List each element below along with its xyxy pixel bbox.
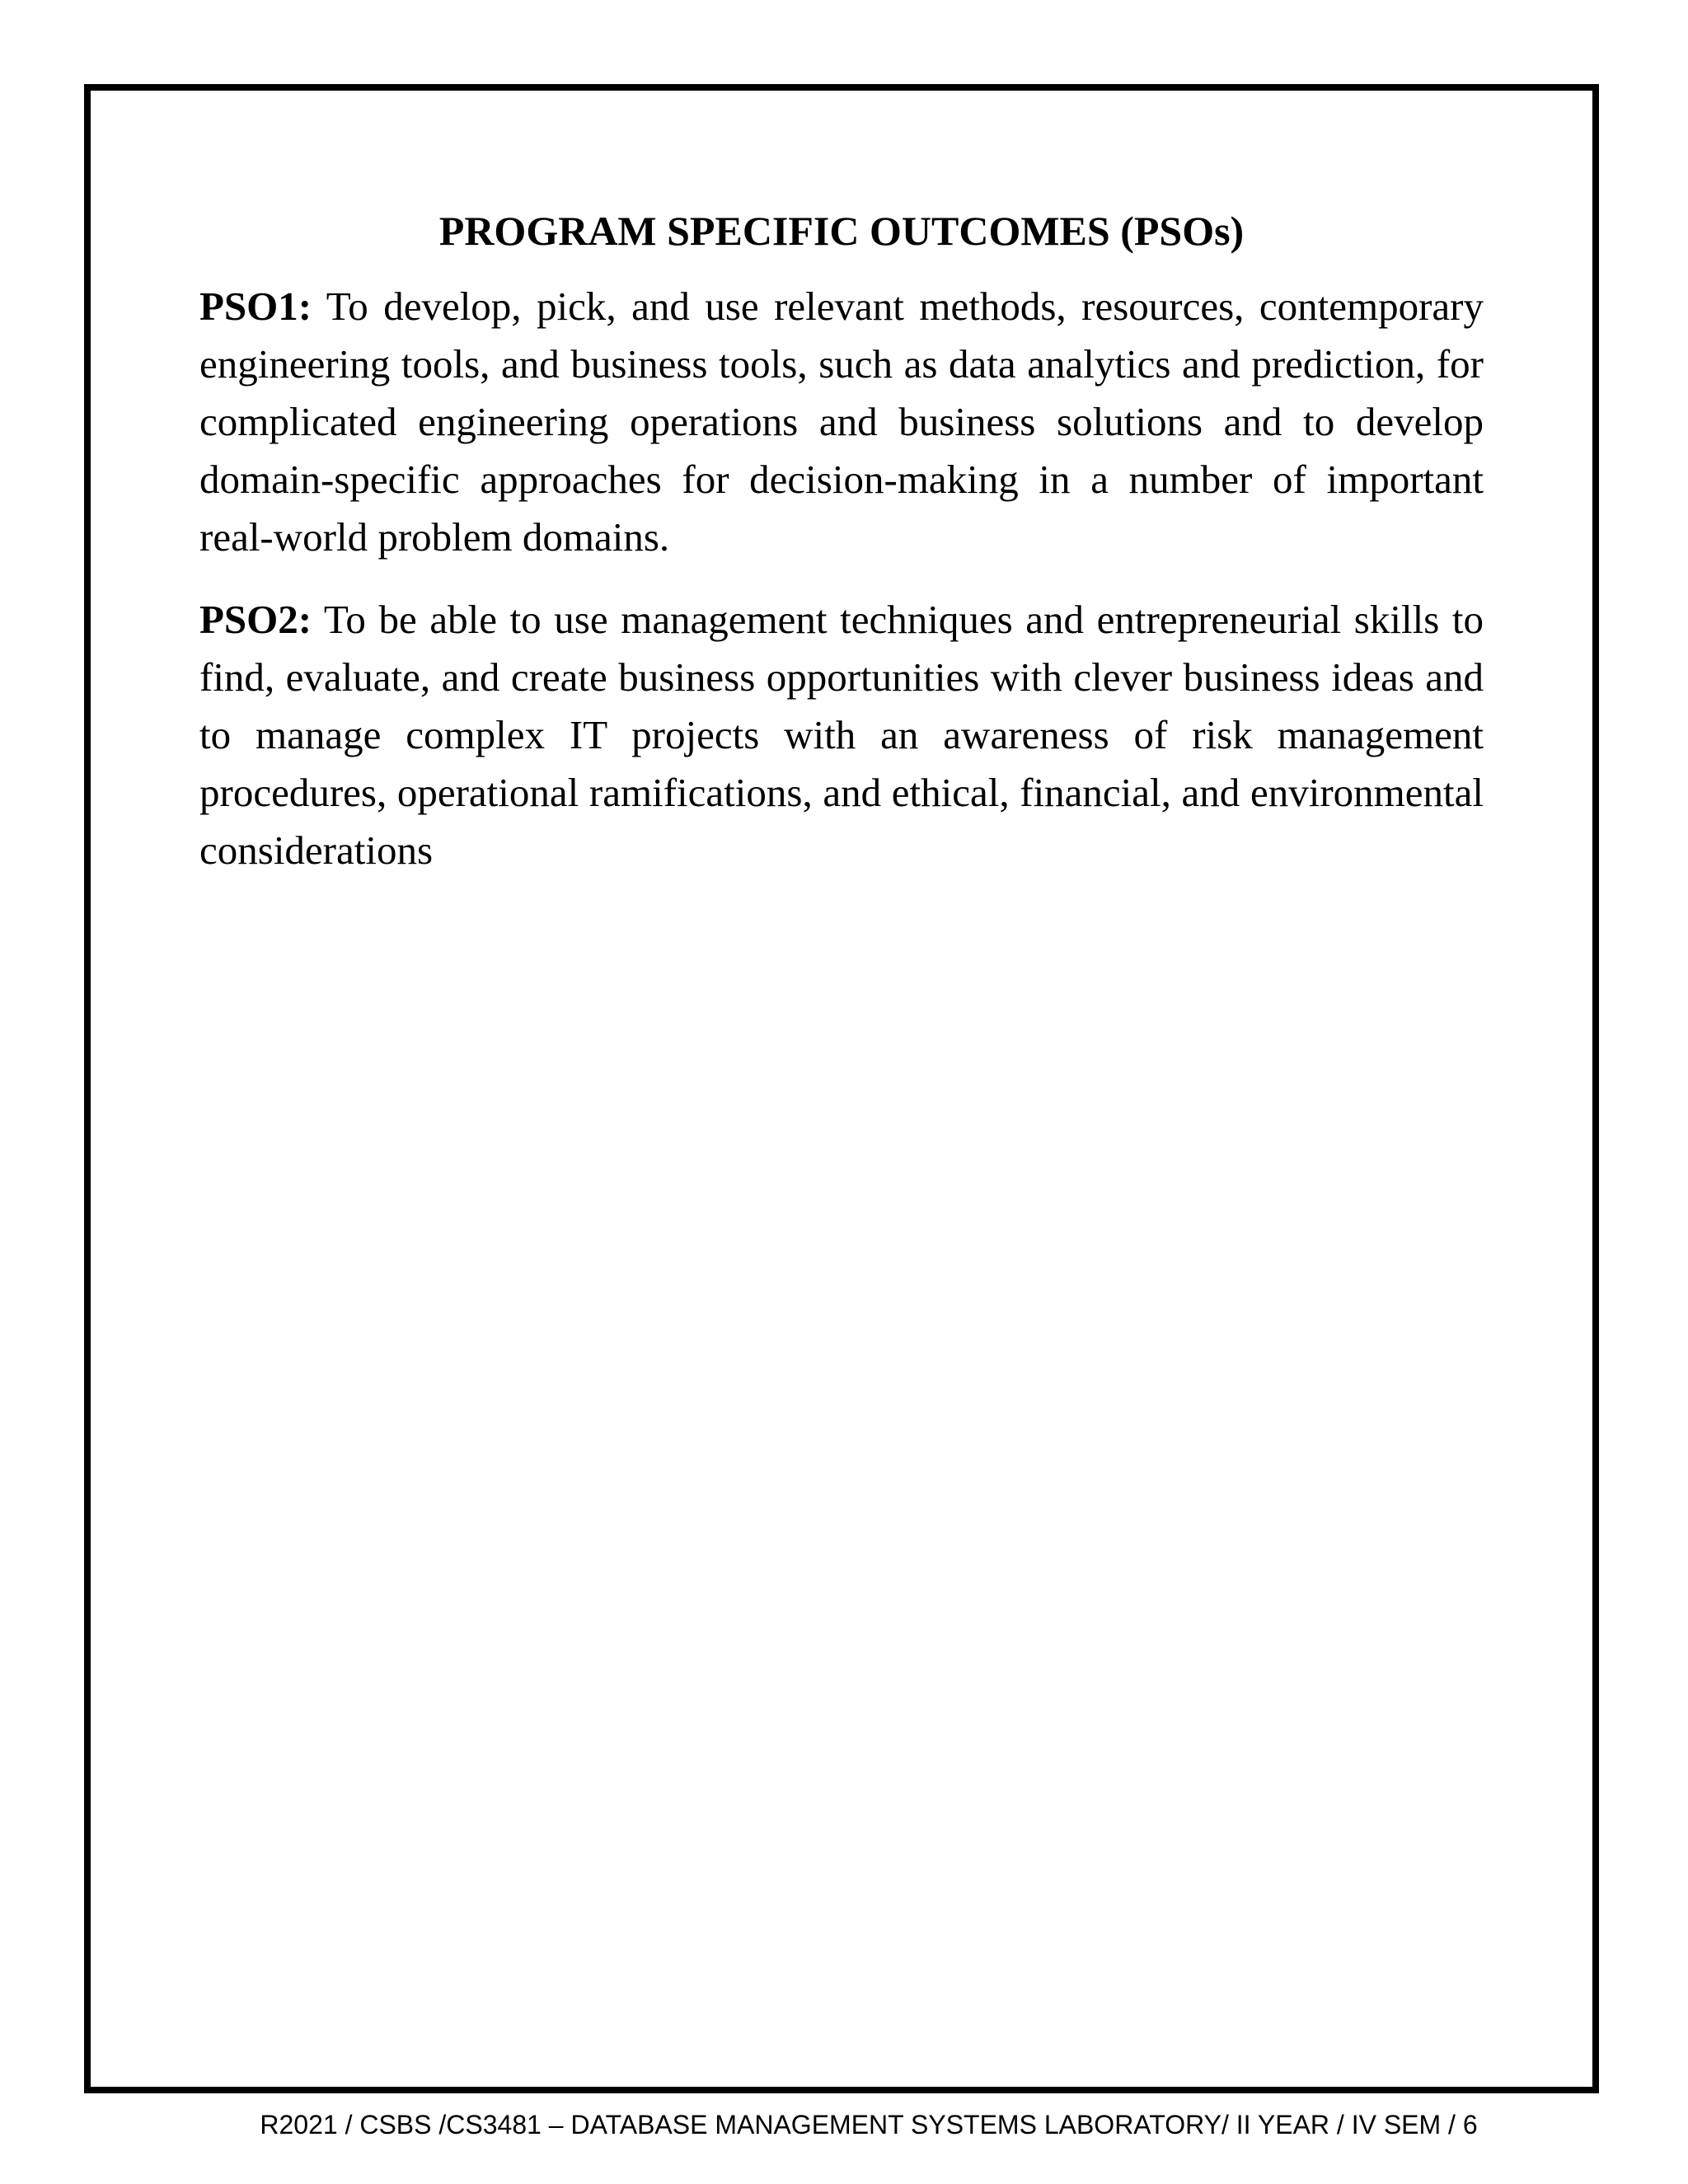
pso1-text: To develop, pick, and use relevant methods, resources, contemporary engineering tools, and business tools, such as data analytics and prediction, for complicated engineering operations and business solutions and to develop domain-specific approaches for decision-making in a number of important real-world problem domains. xyxy=(199,284,1484,560)
pso2-paragraph xyxy=(199,591,1484,879)
pso2-label: PSO2: xyxy=(199,597,312,642)
page-footer: R2021 / CSBS /CS3481 – DATABASE MANAGEMENT SYSTEMS LABORATORY/ II YEAR / IV SEM / 6 xyxy=(260,2110,1478,2139)
page-title: PROGRAM SPECIFIC OUTCOMES (PSOs) xyxy=(438,208,1245,254)
pso1-label: PSO1: xyxy=(199,284,312,329)
pso2-text: To be able to use management techniques and entrepreneurial skills to find, evaluate, and create business opportunities with clever business ideas and to manage complex IT projects with an awareness of risk management procedures, operational ramifications, and ethical, financial, and environmental considerations xyxy=(199,597,1484,873)
page-content xyxy=(199,194,1484,904)
pso1-paragraph xyxy=(199,278,1484,566)
